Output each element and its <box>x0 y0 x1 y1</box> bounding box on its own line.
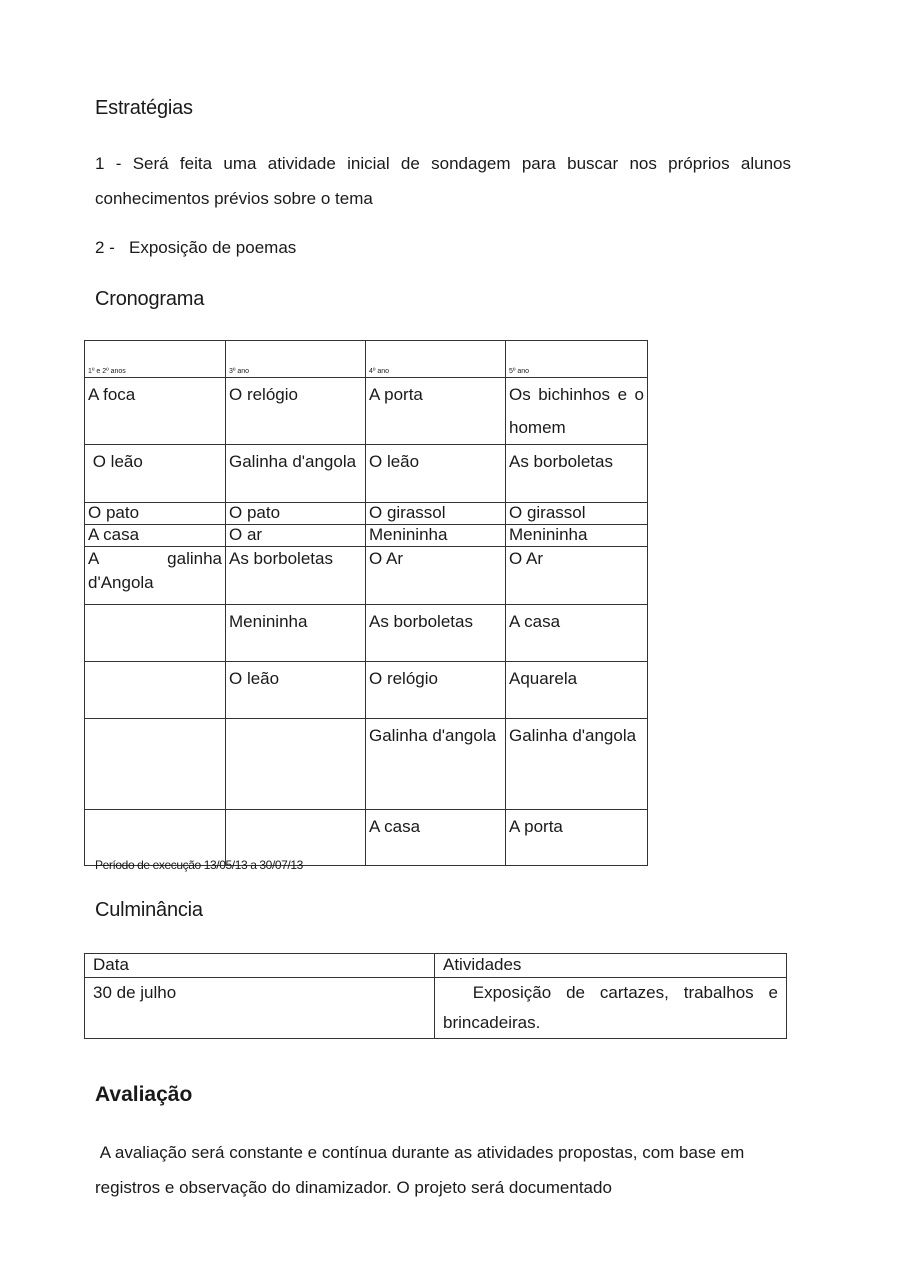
cronograma-header-row <box>85 341 648 378</box>
table-cell: O Ar <box>366 547 506 605</box>
table-row <box>85 378 648 445</box>
periodo-execucao: Período de execução 13/05/13 a 30/07/13 <box>95 858 303 872</box>
table-cell: A porta <box>506 810 648 866</box>
table-cell: Galinha d'angola <box>226 445 366 503</box>
avaliacao-text: A avaliação será constante e contínua durante as atividades propostas, com base em registros e observação do dinamizador. O projeto será documentado <box>95 1143 749 1197</box>
section-title-culminancia: Culminância <box>95 899 203 921</box>
section-title-avaliacao: Avaliação <box>95 1083 193 1106</box>
table-cell <box>85 662 226 719</box>
table-cell: O girassol <box>366 503 506 525</box>
table-cell: O pato <box>85 503 226 525</box>
table-row <box>85 547 648 605</box>
table-row <box>85 503 648 525</box>
table-cell: O leão <box>226 662 366 719</box>
table-cell: Menininha <box>506 525 648 547</box>
table-cell: As borboletas <box>366 605 506 662</box>
table-cell: Menininha <box>226 605 366 662</box>
table-cell: A galinha d'Angola <box>85 547 226 605</box>
table-row <box>85 662 648 719</box>
table-cell: A casa <box>366 810 506 866</box>
table-row <box>85 445 648 503</box>
table-row <box>85 719 648 810</box>
table-cell: Os bichinhos e o homem <box>506 378 648 445</box>
table-cell: O pato <box>226 503 366 525</box>
table-cell: 30 de julho <box>85 978 435 1039</box>
estrategias-item-2: 2 - Exposição de poemas <box>95 238 297 257</box>
table-cell: A casa <box>85 525 226 547</box>
table-cell: Menininha <box>366 525 506 547</box>
table-cell: A porta <box>366 378 506 445</box>
table-cell: O leão <box>366 445 506 503</box>
table-cell: O leão <box>85 445 226 503</box>
table-cell <box>85 605 226 662</box>
table-cell: As borboletas <box>506 445 648 503</box>
estrategias-item-1: 1 - Será feita uma atividade inicial de sondagem para buscar nos próprios alunos conhecimentos prévios sobre o tema <box>95 154 791 208</box>
header-cell: Data <box>85 954 435 978</box>
culminancia-table <box>84 953 787 1039</box>
table-row <box>85 978 787 1039</box>
table-cell: Galinha d'angola <box>366 719 506 810</box>
section-title-cronograma: Cronograma <box>95 288 205 310</box>
table-row <box>85 605 648 662</box>
table-cell: A casa <box>506 605 648 662</box>
header-cell: 3º ano <box>226 341 366 378</box>
culminancia-header-row <box>85 954 787 978</box>
header-cell: Atividades <box>435 954 787 978</box>
header-cell: 5º ano <box>506 341 648 378</box>
table-cell: O relógio <box>226 378 366 445</box>
table-cell: Exposição de cartazes, trabalhos e brincadeiras. <box>435 978 787 1039</box>
table-cell: O Ar <box>506 547 648 605</box>
table-cell: Galinha d'angola <box>506 719 648 810</box>
table-cell: O ar <box>226 525 366 547</box>
cronograma-table <box>84 340 648 866</box>
table-cell: As borboletas <box>226 547 366 605</box>
table-cell <box>85 719 226 810</box>
table-cell: O girassol <box>506 503 648 525</box>
section-title-estrategias: Estratégias <box>95 97 193 119</box>
table-cell <box>226 719 366 810</box>
table-cell: O relógio <box>366 662 506 719</box>
table-cell: A foca <box>85 378 226 445</box>
table-row <box>85 525 648 547</box>
header-cell: 4º ano <box>366 341 506 378</box>
header-cell: 1º e 2º anos <box>85 341 226 378</box>
table-cell: Aquarela <box>506 662 648 719</box>
